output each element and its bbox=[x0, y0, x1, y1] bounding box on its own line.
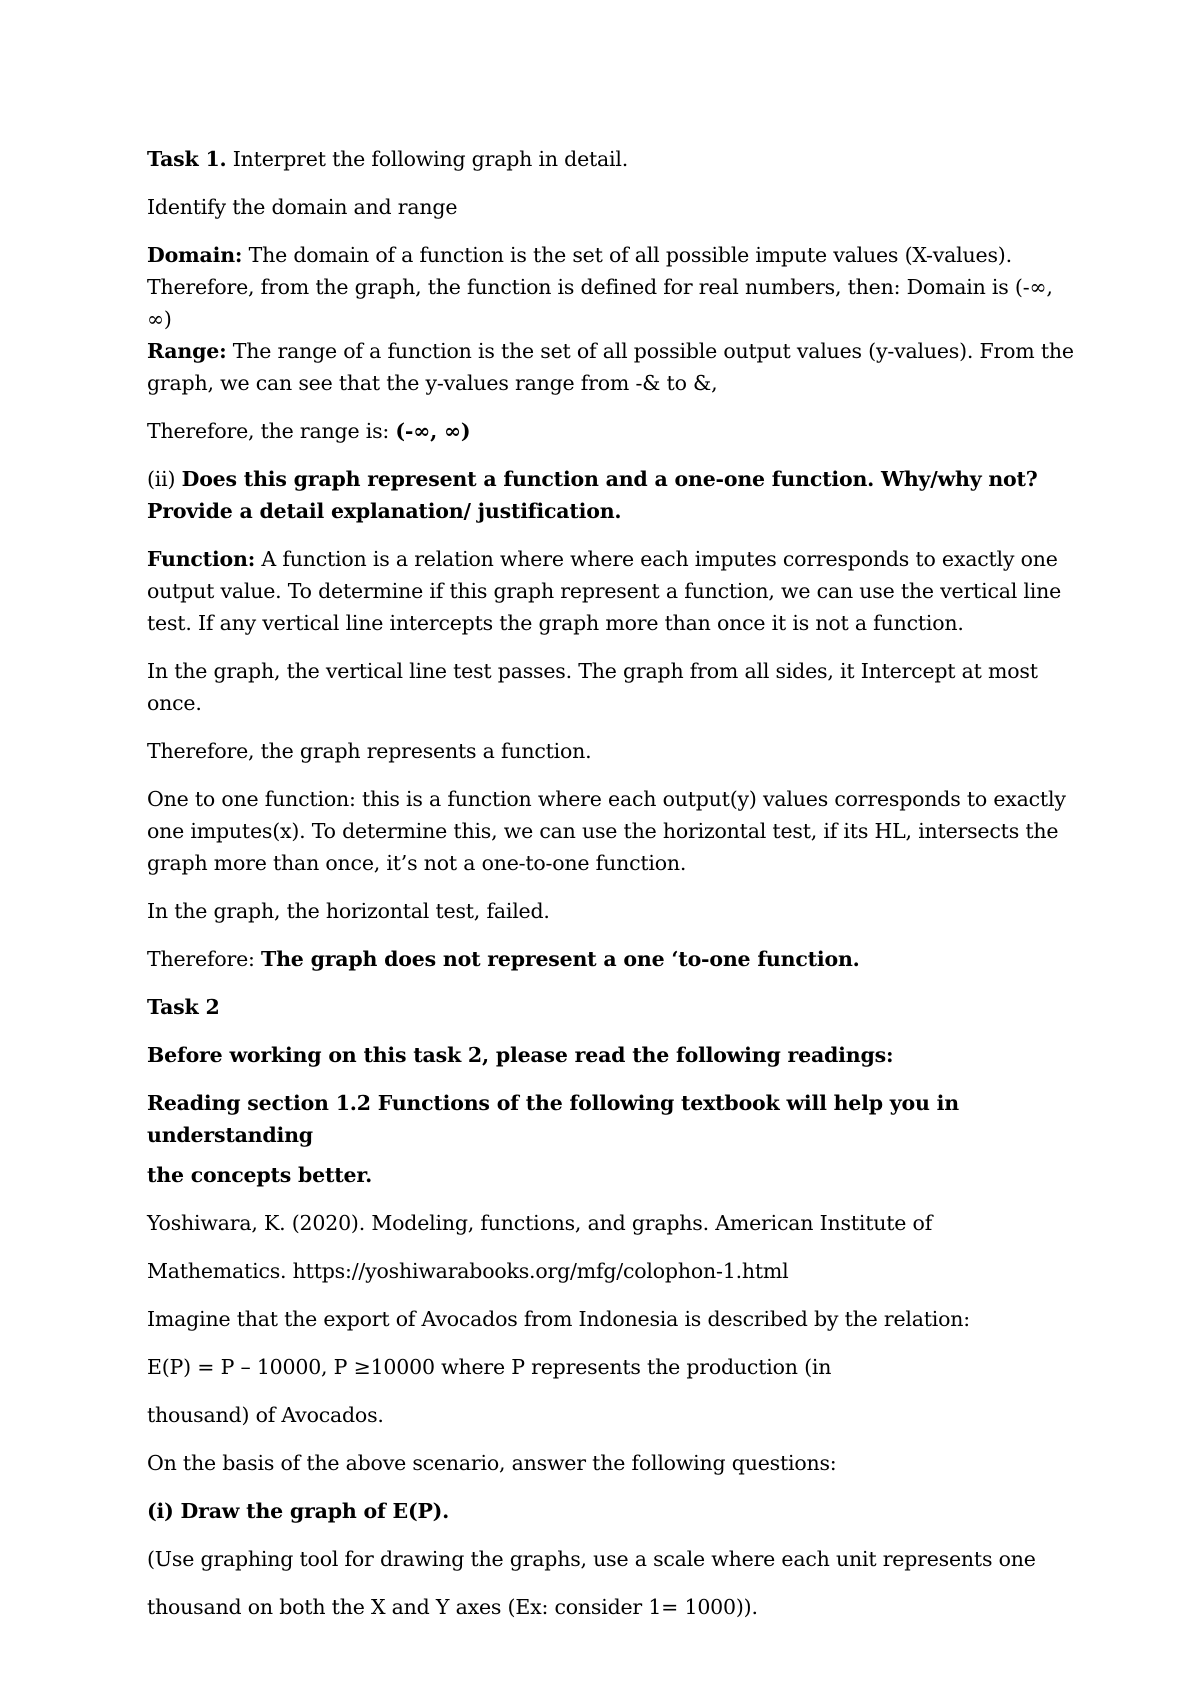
range-text: The range of a function is the set of all possible output values (y-values). From the graph, we can see that the y-values range from -& to &, bbox=[147, 339, 1074, 395]
question-ii bbox=[147, 463, 1077, 527]
function-conclusion: Therefore, the graph represents a function. bbox=[147, 739, 592, 763]
one-to-one-paragraph: One to one function: this is a function where each output(y) values corresponds to exactly one imputes(x). To determine this, we can use the horizontal test, if its HL, intersects the graph more than once, it’s not a one-to-one function. bbox=[147, 787, 1066, 875]
horizontal-test-line: In the graph, the horizontal test, failed. bbox=[147, 899, 550, 923]
task2-question-i-text: (i) Draw the graph of E(P). bbox=[147, 1499, 450, 1523]
identify-line: Identify the domain and range bbox=[147, 195, 458, 219]
reference-line-1: Yoshiwara, K. (2020). Modeling, functions, and graphs. American Institute of bbox=[147, 1211, 933, 1235]
task2-before bbox=[147, 1039, 1077, 1071]
domain-text: The domain of a function is the set of all possible impute values (X-values). Therefore, from the graph, the function is defined for real numbers, then: Domain is (-∞, ∞) bbox=[147, 243, 1053, 331]
equation-continuation: thousand) of Avocados. bbox=[147, 1403, 384, 1427]
domain-paragraph bbox=[147, 239, 1077, 335]
instruction-line-1: (Use graphing tool for drawing the graphs, use a scale where each unit represents one bbox=[147, 1547, 1036, 1571]
final-conclusion-text: The graph does not represent a one ‘to-one function. bbox=[261, 947, 860, 971]
reading-line-1 bbox=[147, 1087, 1077, 1151]
basis-line: On the basis of the above scenario, answer the following questions: bbox=[147, 1451, 837, 1475]
range-paragraph bbox=[147, 335, 1077, 399]
final-conclusion bbox=[147, 943, 1077, 975]
domain-label: Domain: bbox=[147, 243, 243, 267]
reading-line-2-text: the concepts better. bbox=[147, 1163, 373, 1187]
reading-line-2 bbox=[147, 1151, 1077, 1199]
range-label: Range: bbox=[147, 339, 227, 363]
function-paragraph bbox=[147, 543, 1077, 639]
imagine-line: Imagine that the export of Avocados from Indonesia is described by the relation: bbox=[147, 1307, 971, 1331]
reference-line-2: Mathematics. https://yoshiwarabooks.org/mfg/colophon-1.html bbox=[147, 1259, 789, 1283]
equation-line: E(P) = P – 10000, P ≥10000 where P represents the production (in bbox=[147, 1355, 832, 1379]
task1-label: Task 1. bbox=[147, 147, 227, 171]
reading-line-1-text: Reading section 1.2 Functions of the following textbook will help you in understanding bbox=[147, 1091, 959, 1147]
function-label: Function: bbox=[147, 547, 256, 571]
task1-heading bbox=[147, 143, 1077, 175]
task2-question-i bbox=[147, 1487, 1077, 1535]
document-body bbox=[147, 143, 1077, 1631]
task1-instruction: Interpret the following graph in detail. bbox=[226, 147, 629, 171]
function-text: A function is a relation where where each imputes corresponds to exactly one output value. To determine if this graph represent a function, we can use the vertical line test. If any vertical line intercepts the graph more than once it is not a function. bbox=[147, 547, 1062, 635]
task2-heading bbox=[147, 991, 1077, 1023]
range-conclusion bbox=[147, 415, 1077, 447]
task2-before-text: Before working on this task 2, please read the following readings: bbox=[147, 1043, 894, 1067]
instruction-line-2: thousand on both the X and Y axes (Ex: consider 1= 1000)). bbox=[147, 1595, 758, 1619]
final-conclusion-prefix: Therefore: bbox=[147, 947, 262, 971]
question-ii-number: (ii) bbox=[147, 467, 182, 491]
task2-label: Task 2 bbox=[147, 995, 220, 1019]
question-ii-text: Does this graph represent a function and a one-one function. Why/why not? Provide a detail explanation/ justification. bbox=[147, 467, 1038, 523]
vertical-test-line: In the graph, the vertical line test passes. The graph from all sides, it Intercept at most once. bbox=[147, 659, 1038, 715]
range-conclusion-value: (-∞, ∞) bbox=[395, 419, 471, 443]
range-conclusion-prefix: Therefore, the range is: bbox=[147, 419, 396, 443]
